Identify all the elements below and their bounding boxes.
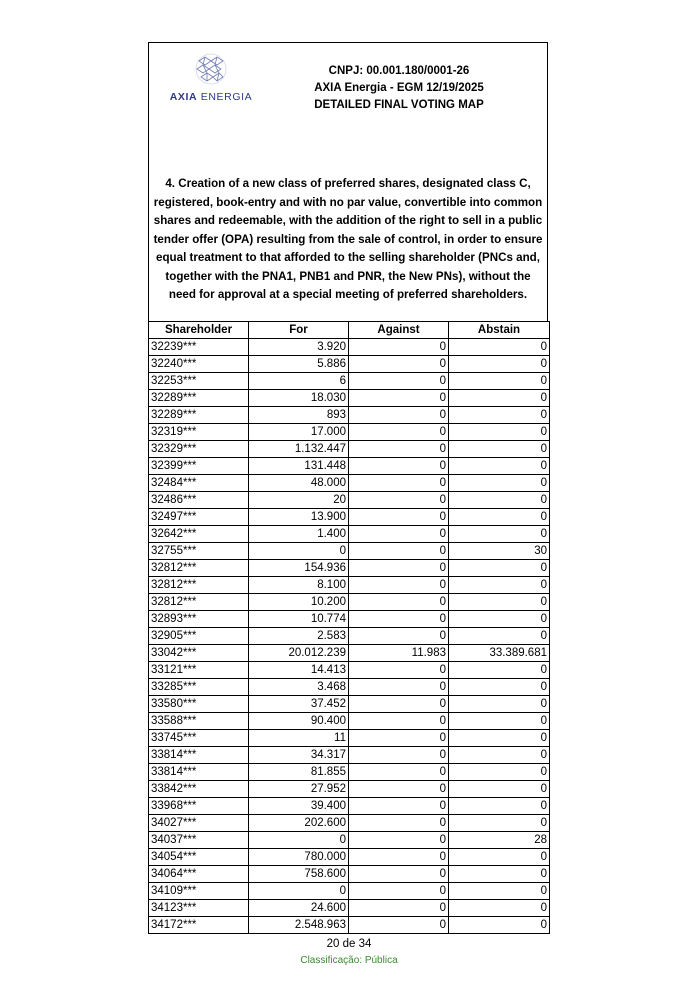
- shareholder-cell: 32289***: [149, 407, 249, 424]
- against-cell: 0: [349, 679, 449, 696]
- against-cell: 0: [349, 747, 449, 764]
- against-cell: 0: [349, 373, 449, 390]
- abstain-cell: 0: [449, 713, 550, 730]
- against-cell: 0: [349, 866, 449, 883]
- abstain-cell: 0: [449, 526, 550, 543]
- table-row: [149, 628, 550, 645]
- table-row: [149, 764, 550, 781]
- shareholder-cell: 33842***: [149, 781, 249, 798]
- for-cell: 18.030: [249, 390, 349, 407]
- abstain-cell: 0: [449, 781, 550, 798]
- table-row: [149, 441, 550, 458]
- against-cell: 0: [349, 526, 449, 543]
- against-cell: 0: [349, 339, 449, 356]
- against-cell: 0: [349, 475, 449, 492]
- shareholder-cell: 33580***: [149, 696, 249, 713]
- for-cell: 0: [249, 832, 349, 849]
- against-cell: 0: [349, 832, 449, 849]
- abstain-cell: 0: [449, 373, 550, 390]
- abstain-cell: 0: [449, 798, 550, 815]
- against-cell: 0: [349, 730, 449, 747]
- table-row: [149, 730, 550, 747]
- abstain-cell: 0: [449, 475, 550, 492]
- for-cell: 81.855: [249, 764, 349, 781]
- abstain-cell: 0: [449, 900, 550, 917]
- header-frame: [148, 42, 548, 322]
- table-row: [149, 679, 550, 696]
- against-cell: 0: [349, 917, 449, 934]
- shareholder-cell: 32484***: [149, 475, 249, 492]
- table-row: [149, 713, 550, 730]
- shareholder-cell: 34027***: [149, 815, 249, 832]
- abstain-cell: 33.389.681: [449, 645, 550, 662]
- table-row: [149, 492, 550, 509]
- for-cell: 2.583: [249, 628, 349, 645]
- shareholder-cell: 32253***: [149, 373, 249, 390]
- abstain-cell: 0: [449, 509, 550, 526]
- classification-label: Classificação: Pública: [300, 955, 398, 966]
- against-cell: 0: [349, 577, 449, 594]
- against-cell: 0: [349, 628, 449, 645]
- against-cell: 0: [349, 560, 449, 577]
- abstain-cell: 0: [449, 849, 550, 866]
- column-header-against: Against: [349, 322, 449, 339]
- page-number: 20 de 34: [326, 938, 372, 950]
- abstain-cell: 0: [449, 883, 550, 900]
- against-cell: 0: [349, 849, 449, 866]
- against-cell: 0: [349, 662, 449, 679]
- for-cell: 758.600: [249, 866, 349, 883]
- table-row: [149, 424, 550, 441]
- for-cell: 14.413: [249, 662, 349, 679]
- table-row: [149, 832, 550, 849]
- for-cell: 6: [249, 373, 349, 390]
- against-cell: 0: [349, 543, 449, 560]
- table-row: [149, 458, 550, 475]
- for-cell: 893: [249, 407, 349, 424]
- abstain-cell: 0: [449, 492, 550, 509]
- against-cell: 0: [349, 781, 449, 798]
- for-cell: 37.452: [249, 696, 349, 713]
- shareholder-cell: 32812***: [149, 577, 249, 594]
- shareholder-cell: 33814***: [149, 747, 249, 764]
- table-row: [149, 509, 550, 526]
- column-header-for: For: [249, 322, 349, 339]
- for-cell: 2.548.963: [249, 917, 349, 934]
- abstain-cell: 0: [449, 764, 550, 781]
- for-cell: 27.952: [249, 781, 349, 798]
- table-row: [149, 866, 550, 883]
- for-cell: 34.317: [249, 747, 349, 764]
- shareholder-cell: 32486***: [149, 492, 249, 509]
- abstain-cell: 0: [449, 424, 550, 441]
- table-body: [149, 339, 550, 934]
- shareholder-cell: 33968***: [149, 798, 249, 815]
- abstain-cell: 0: [449, 577, 550, 594]
- for-cell: 10.774: [249, 611, 349, 628]
- for-cell: 8.100: [249, 577, 349, 594]
- for-cell: 202.600: [249, 815, 349, 832]
- table-row: [149, 543, 550, 560]
- against-cell: 0: [349, 798, 449, 815]
- against-cell: 0: [349, 764, 449, 781]
- for-cell: 39.400: [249, 798, 349, 815]
- abstain-cell: 30: [449, 543, 550, 560]
- for-cell: 90.400: [249, 713, 349, 730]
- table-row: [149, 526, 550, 543]
- against-cell: 0: [349, 407, 449, 424]
- for-cell: 1.400: [249, 526, 349, 543]
- shareholder-cell: 34037***: [149, 832, 249, 849]
- for-cell: 3.468: [249, 679, 349, 696]
- shareholder-cell: 32329***: [149, 441, 249, 458]
- abstain-cell: 0: [449, 441, 550, 458]
- resolution-text: 4. Creation of a new class of preferred shares, designated class C, registered, book-entry and with no par value, convertible into common shares and redeemable, with the addition of the right to sell in a public tender offer (OPA) resulting from the sale of control, in order to ensure equal treatment to that afforded to the selling shareholder (PNCs and, together with the PNA1, PNB1 and PNR, the New PNs), without the need for approval at a special meeting of preferred shareholders.: [153, 177, 543, 301]
- table-row: [149, 781, 550, 798]
- table-row: [149, 883, 550, 900]
- column-header-abstain: Abstain: [449, 322, 550, 339]
- against-cell: 0: [349, 441, 449, 458]
- for-cell: 11: [249, 730, 349, 747]
- shareholder-cell: 34172***: [149, 917, 249, 934]
- abstain-cell: 0: [449, 696, 550, 713]
- for-cell: 20: [249, 492, 349, 509]
- against-cell: 0: [349, 356, 449, 373]
- company-logo: [161, 51, 261, 111]
- table-row: [149, 645, 550, 662]
- against-cell: 0: [349, 713, 449, 730]
- against-cell: 0: [349, 492, 449, 509]
- abstain-cell: 0: [449, 747, 550, 764]
- for-cell: 0: [249, 543, 349, 560]
- for-cell: 17.000: [249, 424, 349, 441]
- for-cell: 13.900: [249, 509, 349, 526]
- table-row: [149, 577, 550, 594]
- for-cell: 3.920: [249, 339, 349, 356]
- document-header: [269, 63, 529, 114]
- shareholder-cell: 32399***: [149, 458, 249, 475]
- against-cell: 0: [349, 883, 449, 900]
- for-cell: 780.000: [249, 849, 349, 866]
- abstain-cell: 0: [449, 458, 550, 475]
- shareholder-cell: 32240***: [149, 356, 249, 373]
- table-row: [149, 594, 550, 611]
- against-cell: 0: [349, 390, 449, 407]
- against-cell: 0: [349, 900, 449, 917]
- shareholder-cell: 33285***: [149, 679, 249, 696]
- shareholder-cell: 32319***: [149, 424, 249, 441]
- abstain-cell: 0: [449, 815, 550, 832]
- abstain-cell: 0: [449, 594, 550, 611]
- abstain-cell: 0: [449, 866, 550, 883]
- voting-table: [148, 321, 550, 934]
- shareholder-cell: 34064***: [149, 866, 249, 883]
- for-cell: 48.000: [249, 475, 349, 492]
- shareholder-cell: 32642***: [149, 526, 249, 543]
- abstain-cell: 0: [449, 628, 550, 645]
- shareholder-cell: 32812***: [149, 560, 249, 577]
- shareholder-cell: 32239***: [149, 339, 249, 356]
- shareholder-cell: 32905***: [149, 628, 249, 645]
- abstain-cell: 0: [449, 407, 550, 424]
- globe-mesh-icon: [189, 51, 233, 89]
- meeting-line: AXIA Energia - EGM 12/19/2025: [314, 82, 484, 94]
- shareholder-cell: 32289***: [149, 390, 249, 407]
- against-cell: 0: [349, 696, 449, 713]
- abstain-cell: 0: [449, 339, 550, 356]
- shareholder-cell: 33588***: [149, 713, 249, 730]
- abstain-cell: 0: [449, 356, 550, 373]
- against-cell: 11.983: [349, 645, 449, 662]
- shareholder-cell: 32497***: [149, 509, 249, 526]
- column-header-shareholder: Shareholder: [149, 322, 249, 339]
- shareholder-cell: 33745***: [149, 730, 249, 747]
- table-row: [149, 611, 550, 628]
- for-cell: 20.012.239: [249, 645, 349, 662]
- table-header-row: [149, 322, 550, 339]
- abstain-cell: 0: [449, 560, 550, 577]
- table-row: [149, 900, 550, 917]
- table-row: [149, 373, 550, 390]
- shareholder-cell: 34123***: [149, 900, 249, 917]
- shareholder-cell: 32755***: [149, 543, 249, 560]
- table-row: [149, 407, 550, 424]
- for-cell: 24.600: [249, 900, 349, 917]
- shareholder-cell: 32812***: [149, 594, 249, 611]
- for-cell: 0: [249, 883, 349, 900]
- abstain-cell: 0: [449, 917, 550, 934]
- table-row: [149, 475, 550, 492]
- for-cell: 10.200: [249, 594, 349, 611]
- shareholder-cell: 33814***: [149, 764, 249, 781]
- shareholder-cell: 34054***: [149, 849, 249, 866]
- header-box: [149, 43, 547, 322]
- against-cell: 0: [349, 611, 449, 628]
- against-cell: 0: [349, 594, 449, 611]
- against-cell: 0: [349, 424, 449, 441]
- table-row: [149, 662, 550, 679]
- table-row: [149, 696, 550, 713]
- table-row: [149, 356, 550, 373]
- against-cell: 0: [349, 458, 449, 475]
- against-cell: 0: [349, 815, 449, 832]
- for-cell: 131.448: [249, 458, 349, 475]
- document-title: DETAILED FINAL VOTING MAP: [314, 99, 484, 111]
- shareholder-cell: 34109***: [149, 883, 249, 900]
- for-cell: 1.132.447: [249, 441, 349, 458]
- table-row: [149, 849, 550, 866]
- shareholder-cell: 32893***: [149, 611, 249, 628]
- abstain-cell: 0: [449, 390, 550, 407]
- table-row: [149, 815, 550, 832]
- for-cell: 5.886: [249, 356, 349, 373]
- table-row: [149, 747, 550, 764]
- against-cell: 0: [349, 509, 449, 526]
- abstain-cell: 0: [449, 679, 550, 696]
- table-row: [149, 560, 550, 577]
- for-cell: 154.936: [249, 560, 349, 577]
- cnpj-line: CNPJ: 00.001.180/0001-26: [328, 65, 470, 77]
- abstain-cell: 28: [449, 832, 550, 849]
- shareholder-cell: 33121***: [149, 662, 249, 679]
- table-row: [149, 798, 550, 815]
- abstain-cell: 0: [449, 730, 550, 747]
- abstain-cell: 0: [449, 611, 550, 628]
- table-row: [149, 917, 550, 934]
- logo-wordmark: AXIA ENERGIA: [169, 91, 253, 103]
- abstain-cell: 0: [449, 662, 550, 679]
- shareholder-cell: 33042***: [149, 645, 249, 662]
- table-row: [149, 339, 550, 356]
- table-row: [149, 390, 550, 407]
